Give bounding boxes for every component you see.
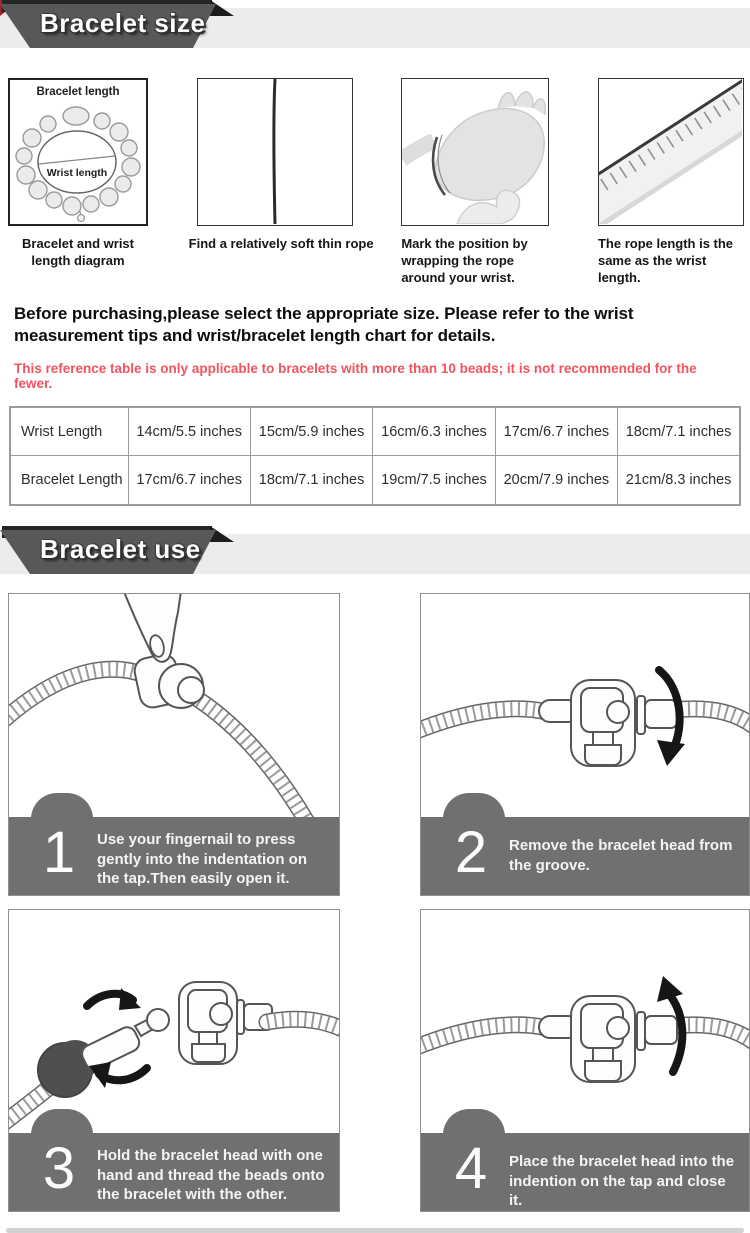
bracelet-use-banner xyxy=(0,526,750,576)
wrist-wrap-image xyxy=(401,78,549,226)
step-text: Hold the bracelet head with one hand and thread the beads onto the bracelet with the other. xyxy=(97,1146,325,1204)
press-clasp-drawing xyxy=(9,594,339,817)
thread-beads-drawing xyxy=(9,910,339,1133)
section-title-size: Bracelet size xyxy=(40,8,206,38)
wrist-wrap-drawing xyxy=(402,79,547,224)
purchase-intro-text: Before purchasing,please select the appropriate size. Please refer to the wrist measurement tips and wrist/bracelet length chart for details. xyxy=(14,303,634,346)
rope-drawing xyxy=(198,79,351,224)
rope-end-tip xyxy=(79,1009,169,1072)
row-header-wrist: Wrist Length xyxy=(10,407,128,456)
size-chart-table xyxy=(9,406,741,506)
remove-head-drawing xyxy=(421,594,749,817)
bottom-divider xyxy=(6,1228,744,1233)
use-step-1-illustration xyxy=(9,594,339,817)
table-cell: 21cm/8.3 inches xyxy=(618,456,740,505)
sizing-steps-row xyxy=(0,50,750,287)
sizing-step-diagram xyxy=(8,78,148,287)
step-number: 1 xyxy=(42,819,76,885)
use-step-4-caption xyxy=(421,1133,749,1211)
use-step-1-caption xyxy=(9,817,339,895)
table-row-bracelet xyxy=(10,456,740,505)
ribbon-shape xyxy=(0,0,245,52)
use-step-4-panel xyxy=(420,909,750,1212)
step-number: 4 xyxy=(454,1135,488,1201)
table-cell: 18cm/7.1 inches xyxy=(250,456,372,505)
bracelet-diagram-drawing xyxy=(10,80,146,224)
step-caption: Find a relatively soft thin rope xyxy=(188,236,374,251)
table-cell: 14cm/5.5 inches xyxy=(128,407,250,456)
use-step-4-illustration xyxy=(421,910,749,1133)
clasp-cylinder xyxy=(132,652,204,710)
forearm-shape xyxy=(402,141,434,159)
wrist-ellipse xyxy=(38,131,116,193)
table-cell: 17cm/6.7 inches xyxy=(495,407,617,456)
use-steps-grid xyxy=(0,576,750,1212)
sizing-step-rope xyxy=(188,78,374,287)
table-cell: 17cm/6.7 inches xyxy=(128,456,250,505)
rope-image xyxy=(197,78,353,226)
step-text: Place the bracelet head into the indention on the tap and close it. xyxy=(509,1152,735,1210)
bracelet-diagram-image xyxy=(8,78,148,226)
row-header-bracelet: Bracelet Length xyxy=(10,456,128,505)
ribbon-shape xyxy=(0,526,245,578)
step-number: 2 xyxy=(454,819,488,885)
use-step-2-caption xyxy=(421,817,749,895)
use-step-3-panel xyxy=(8,909,340,1212)
hand-shape xyxy=(434,109,544,201)
thin-rope xyxy=(274,79,275,224)
bracelet-size-banner xyxy=(0,0,750,50)
use-step-2-panel xyxy=(420,593,750,896)
label-bracelet-length: Bracelet length xyxy=(36,86,120,98)
use-step-3-caption xyxy=(9,1133,339,1211)
finger-pressing xyxy=(121,594,182,662)
step-caption: The rope length is the same as the wrist length. xyxy=(597,236,734,285)
ruler-image xyxy=(598,78,744,226)
reference-note-text: This reference table is only applicable to bracelets with more than 10 beads; it is not recommended for the fewer. xyxy=(14,360,697,391)
section-title-use: Bracelet use xyxy=(40,533,201,564)
close-head-drawing xyxy=(421,910,749,1133)
label-wrist-length: Wrist length xyxy=(46,167,108,179)
open-clasp-head xyxy=(539,680,677,766)
detached-clasp-head xyxy=(179,982,272,1064)
table-row-wrist xyxy=(10,407,740,456)
step-caption: Mark the position by wrapping the rope around your wrist. xyxy=(401,236,528,285)
sizing-step-wrap-wrist xyxy=(401,78,549,287)
use-step-2-illustration xyxy=(421,594,749,817)
table-cell: 16cm/6.3 inches xyxy=(373,407,495,456)
table-cell: 15cm/5.9 inches xyxy=(250,407,372,456)
use-step-3-illustration xyxy=(9,910,339,1133)
clasp-head xyxy=(539,996,677,1082)
table-cell: 20cm/7.9 inches xyxy=(495,456,617,505)
ruler-drawing xyxy=(599,79,742,224)
table-cell: 19cm/7.5 inches xyxy=(373,456,495,505)
use-step-1-panel xyxy=(8,593,340,896)
step-text: Remove the bracelet head from the groove. xyxy=(509,836,733,874)
step-caption: Bracelet and wrist length diagram xyxy=(22,236,134,268)
step-text: Use your fingernail to press gently into the indentation on the tap.Then easily open it. xyxy=(97,830,307,888)
table-cell: 18cm/7.1 inches xyxy=(618,407,740,456)
step-number: 3 xyxy=(42,1135,76,1201)
ruler-band xyxy=(599,79,742,224)
sizing-step-ruler xyxy=(598,78,744,287)
